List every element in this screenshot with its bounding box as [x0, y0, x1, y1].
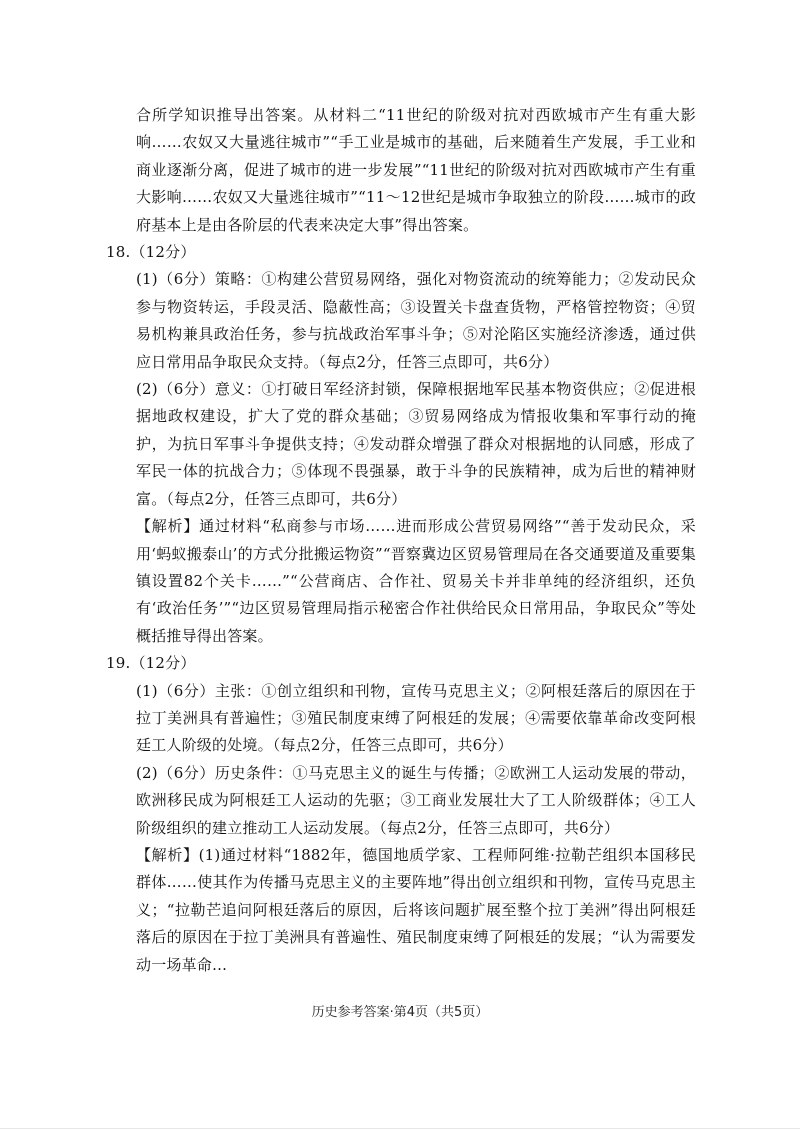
question-18-part-1: (1)（6分）策略：①构建公营贸易网络，强化对物资流动的统筹能力；②发动民众参与物资转运，手段灵活、隐蔽性高；③设置关卡盘查货物，严格管控物资；④贸易机构兼具政治任务，参与抗战政治军事斗争；⑤对沦陷区实施经济渗透，通过供应日常用品争取民众支持。（每点2分，任答三点即可，共6分） — [136, 270, 696, 371]
intro-paragraph: 合所学知识推导出答案。从材料二“11世纪的阶级对抗对西欧城市产生有重大影响……农奴又大量逃往城市”“手工业是城市的基础，后来随着生产发展，手工业和商业逐渐分离，促进了城市的进一步发展”“11世纪的阶级对抗对西欧城市产生有重大影响……农奴又大量逃往城市”“11～12世纪是城市争取独立的阶段……城市的政府基本上是由各阶层的代表来决定大事”得出答案。 — [136, 106, 696, 234]
scan-edge-line — [0, 1128, 800, 1129]
page-footer: 历史参考答案·第4页（共5页） — [311, 1005, 489, 1020]
question-19-part-2: (2)（6分）历史条件：①马克思主义的诞生与传播；②欧洲工人运动发展的带动，欧洲移民成为阿根廷工人运动的先驱；③工商业发展壮大了工人阶级群体；④工人阶级组织的建立推动工人运动发展。（每点2分，任答三点即可，共6分） — [136, 763, 696, 837]
answer-content — [106, 102, 696, 979]
question-18-analysis: 【解析】通过材料“私商参与市场……进而形成公营贸易网络”“善于发动民众，采用‘蚂蚁搬泰山’的方式分批搬运物资”“晋察冀边区贸易管理局在各交通要道及重要集镇设置82个关卡……”“公营商店、合作社、贸易关卡并非单纯的经济组织，还负有‘政治任务’”“边区贸易管理局指示秘密合作社供给民众日常用品，争取民众”等处概括推导得出答案。 — [136, 517, 696, 645]
question-18-part-2: (2)（6分）意义：①打破日军经济封锁，保障根据地军民基本物资供应；②促进根据地政权建设，扩大了党的群众基础；③贸易网络成为情报收集和军事行动的掩护，为抗日军事斗争提供支持；④发动群众增强了群众对根据地的认同感，形成了军民一体的抗战合力；⑤体现不畏强暴，敢于斗争的民族精神，成为后世的精神财富。（每点2分，任答三点即可，共6分） — [136, 380, 696, 508]
question-19-heading: 19.（12分） — [106, 654, 196, 673]
question-19-part-1: (1)（6分）主张：①创立组织和刊物，宣传马克思主义；②阿根廷落后的原因在于拉丁美洲具有普遍性；③殖民制度束缚了阿根廷的发展；④需要依靠革命改变阿根廷工人阶级的处境。（每点2分，任答三点即可，共6分） — [136, 681, 696, 755]
question-19-analysis: 【解析】(1)通过材料“1882年，德国地质学家、工程师阿维·拉勒芒组织本国移民群体……使其作为传播马克思主义的主要阵地”得出创立组织和刊物，宣传马克思主义；“拉勒芒追问阿根廷落后的原因，后将该问题扩展至整个拉丁美洲”得出阿根廷落后的原因在于拉丁美洲具有普遍性、殖民制度束缚了阿根廷的发展；“认为需要发动一场革命… — [136, 845, 696, 974]
question-18-heading: 18.（12分） — [106, 243, 196, 262]
